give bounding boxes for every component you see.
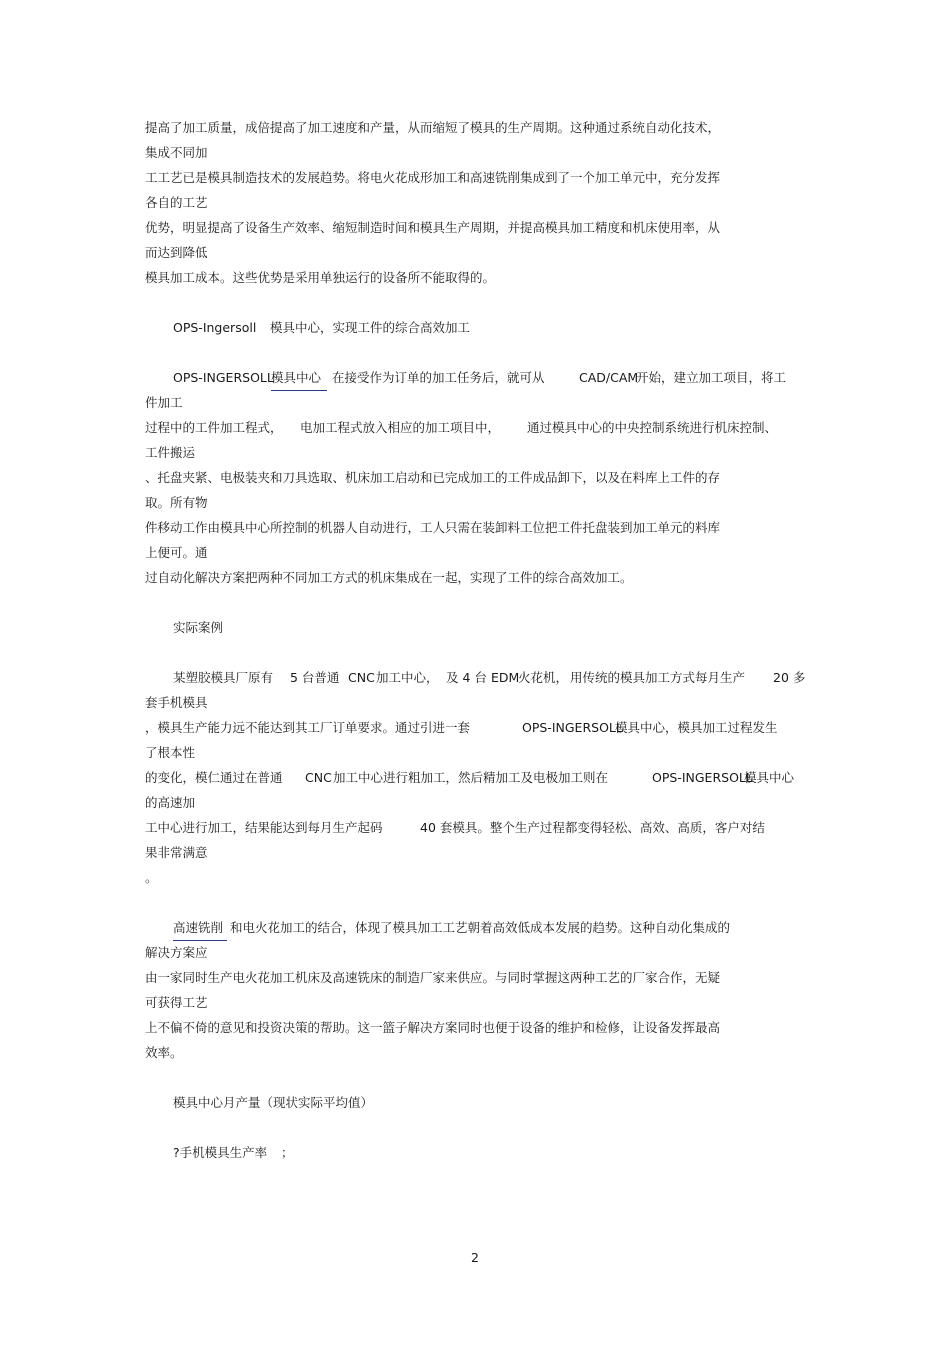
- section-heading-monthly-output: 模具中心月产量（现状实际平均值）: [173, 1095, 374, 1110]
- body-text-line: 。: [145, 870, 158, 885]
- body-text-line: 由一家同时生产电火花加工机床及高速铣床的制造厂家来供应。与同时掌握这两种工艺的厂家合作，无疑: [145, 970, 721, 985]
- body-text-line: 了根本性: [145, 745, 196, 760]
- text-fragment: 和电火花加工的结合，体现了模具加工工艺朝着高效低成本发展的趋势。这种自动化集成的: [230, 920, 731, 935]
- text-fragment: EDM: [491, 670, 520, 685]
- text-fragment: OPS-INGERSOLL: [173, 370, 274, 385]
- body-text-line: 取。所有物: [145, 495, 208, 510]
- text-fragment: 加工中心，: [376, 670, 439, 685]
- body-text-line: 优势，明显提高了设备生产效率、缩短制造时间和模具生产周期，并提高模具加工精度和机床使用率，从: [145, 220, 721, 235]
- section-heading-case-study: 实际案例: [173, 620, 224, 635]
- body-text-line: 件移动工作由模具中心所控制的机器人自动进行，工人只需在装卸料工位把工件托盘装到加工单元的料库: [145, 520, 721, 535]
- text-fragment: 过程中的工件加工程式，: [145, 420, 283, 435]
- body-text-line: 件加工: [145, 395, 183, 410]
- text-fragment: OPS-INGERSOLL: [652, 770, 753, 785]
- text-fragment: 工中心进行加工，结果能达到每月生产起码: [145, 820, 383, 835]
- body-text-line: 可获得工艺: [145, 995, 208, 1010]
- text-fragment: CNC: [305, 770, 332, 785]
- text-fragment: CAD/CAM: [579, 370, 639, 385]
- body-text-line: 上不偏不倚的意见和投资决策的帮助。这一篮子解决方案同时也便于设备的维护和检修，让设备发挥最高: [145, 1020, 721, 1035]
- body-text-line: [145, 820, 805, 836]
- link-mold-center[interactable]: 模具中心: [271, 370, 327, 391]
- text-fragment: 模具中心: [744, 770, 795, 785]
- text-fragment: 火花机，: [518, 670, 569, 685]
- body-text-line: 工工艺已是模具制造技术的发展趋势。将电火花成形加工和高速铣削集成到了一个加工单元中，充分发挥: [145, 170, 721, 185]
- body-text-line: 效率。: [145, 1045, 183, 1060]
- text-fragment: 通过模具中心的中央控制系统进行机床控制、: [527, 420, 778, 435]
- text-fragment: ；: [281, 1145, 294, 1160]
- body-text-line: [145, 420, 805, 436]
- text-fragment: 电加工程式放入相应的加工项目中，: [300, 420, 501, 435]
- body-text-line: 各自的工艺: [145, 195, 208, 210]
- text-fragment: 40 套模具。整个生产过程都变得轻松、高效、高质，客户对结: [420, 820, 765, 835]
- text-fragment: ?手机模具生产率: [173, 1145, 268, 1160]
- body-text-line: [145, 770, 805, 786]
- text-fragment: 加工中心进行粗加工，然后精加工及电极加工则在: [333, 770, 609, 785]
- body-text-line: [145, 720, 805, 736]
- body-text-line: 、托盘夹紧、电极装夹和刀具选取、机床加工启动和已完成加工的工件成品卸下，以及在料库上工件的存: [145, 470, 721, 485]
- body-text-line: 解决方案应: [145, 945, 208, 960]
- list-item: [173, 1145, 373, 1161]
- body-text-line: 而达到降低: [145, 245, 208, 260]
- body-text-line: 果非常满意: [145, 845, 208, 860]
- text-fragment: 模具中心，模具加工过程发生: [615, 720, 778, 735]
- text-fragment: CNC: [348, 670, 375, 685]
- body-text-line: [173, 920, 773, 940]
- section-heading-ops-ingersoll: [173, 320, 573, 336]
- body-text-line: [173, 370, 803, 390]
- text-fragment: 的变化，模仁通过在普通: [145, 770, 283, 785]
- body-text-line: 模具加工成本。这些优势是采用单独运行的设备所不能取得的。: [145, 270, 496, 285]
- text-fragment: OPS-INGERSOLL: [522, 720, 623, 735]
- text-fragment: 开始，建立加工项目，将工: [636, 370, 787, 385]
- body-text-line: 套手机模具: [145, 695, 208, 710]
- body-text-line: 集成不同加: [145, 145, 208, 160]
- text-fragment: 20 多: [773, 670, 806, 685]
- text-fragment: ，模具生产能力远不能达到其工厂订单要求。通过引进一套: [145, 720, 471, 735]
- body-text-line: 提高了加工质量，成倍提高了加工速度和产量，从而缩短了模具的生产周期。这种通过系统自动化技术，: [145, 120, 721, 135]
- body-text-line: 工件搬运: [145, 445, 196, 460]
- body-text-line: 过自动化解决方案把两种不同加工方式的机床集成在一起，实现了工件的综合高效加工。: [145, 570, 633, 585]
- page-number: 2: [471, 1250, 479, 1265]
- text-fragment: 在接受作为订单的加工任务后，就可从: [332, 370, 545, 385]
- body-text-line: 的高速加: [145, 795, 196, 810]
- body-text-line: [173, 670, 813, 686]
- heading-rest: 模具中心，实现工件的综合高效加工: [270, 320, 471, 335]
- link-high-speed-milling[interactable]: 高速铣削: [173, 920, 227, 941]
- text-fragment: 用传统的模具加工方式每月生产: [570, 670, 746, 685]
- text-fragment: 某塑胶模具厂原有: [173, 670, 274, 685]
- text-fragment: 5 台普通: [290, 670, 340, 685]
- heading-brand-name: OPS-Ingersoll: [173, 320, 257, 335]
- text-fragment: 及 4 台: [446, 670, 487, 685]
- body-text-line: 上便可。通: [145, 545, 208, 560]
